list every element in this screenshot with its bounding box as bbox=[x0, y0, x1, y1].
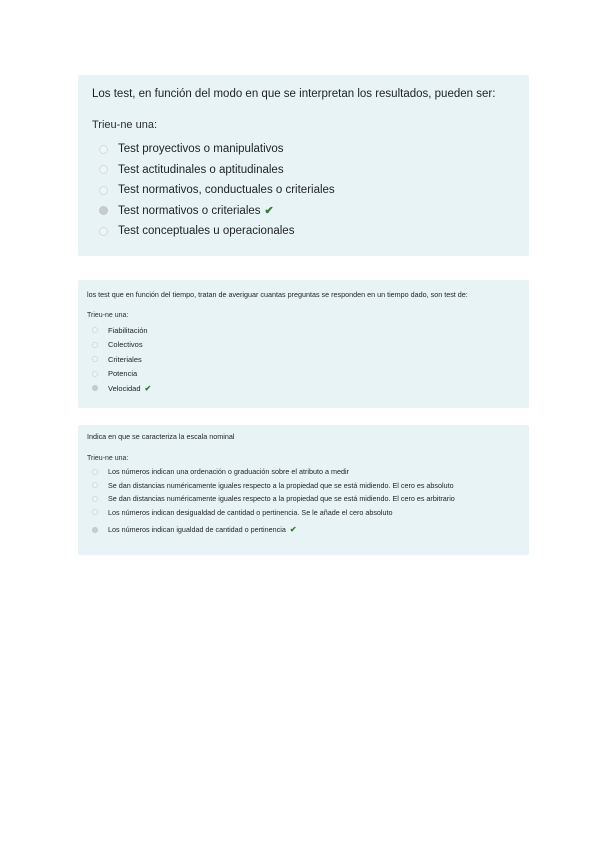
answer-option[interactable] bbox=[87, 338, 520, 353]
question-text: Los test, en función del modo en que se interpretan los resultados, pueden ser: bbox=[92, 88, 496, 100]
question-card-2 bbox=[78, 280, 529, 408]
option-label: Se dan distancias numéricamente iguales respecto a la propiedad que se está midiendo. El cero es arbitrario bbox=[108, 494, 455, 504]
answer-option-selected[interactable] bbox=[87, 523, 520, 537]
answer-option[interactable] bbox=[87, 506, 520, 520]
question-text: los test que en función del tiempo, tratan de averiguar cuantas preguntas se responden en un tiempo dado, son test de: bbox=[87, 290, 468, 299]
answer-option-selected[interactable] bbox=[92, 201, 515, 222]
option-label: Colectivos bbox=[108, 340, 143, 350]
answer-option-selected[interactable] bbox=[87, 381, 520, 396]
radio-button-selected[interactable] bbox=[99, 206, 108, 215]
radio-button[interactable] bbox=[99, 227, 108, 236]
answer-hint: Trieu-ne una: bbox=[87, 312, 129, 319]
option-label: Se dan distancias numéricamente iguales respecto a la propiedad que se está midiendo. El cero es absoluto bbox=[108, 480, 454, 490]
option-label: Test normativos o criteriales bbox=[118, 204, 261, 217]
radio-button[interactable] bbox=[92, 342, 98, 348]
check-icon: ✔ bbox=[289, 525, 297, 535]
answer-option[interactable] bbox=[87, 352, 520, 367]
answer-option[interactable] bbox=[87, 367, 520, 382]
radio-button[interactable] bbox=[92, 356, 98, 362]
check-icon: ✔ bbox=[264, 205, 274, 218]
check-icon: ✔ bbox=[144, 383, 152, 393]
answer-option[interactable] bbox=[87, 323, 520, 338]
answer-options bbox=[92, 139, 515, 242]
answer-options bbox=[87, 465, 520, 537]
radio-button[interactable] bbox=[92, 482, 98, 488]
answer-option[interactable] bbox=[87, 492, 520, 506]
option-label: Potencia bbox=[108, 369, 138, 379]
option-label: Test actitudinales o aptitudinales bbox=[118, 163, 284, 176]
radio-button[interactable] bbox=[92, 496, 98, 502]
answer-hint: Trieu-ne una: bbox=[92, 119, 158, 131]
option-label: Velocidad bbox=[108, 383, 141, 393]
answer-option[interactable] bbox=[87, 479, 520, 493]
radio-button-selected[interactable] bbox=[92, 527, 98, 533]
answer-option[interactable] bbox=[92, 160, 515, 181]
radio-button[interactable] bbox=[92, 509, 98, 515]
answer-option[interactable] bbox=[92, 139, 515, 160]
radio-button[interactable] bbox=[99, 186, 108, 195]
option-label: Criteriales bbox=[108, 354, 142, 364]
radio-button[interactable] bbox=[99, 145, 108, 154]
radio-button[interactable] bbox=[92, 327, 98, 333]
radio-button[interactable] bbox=[92, 371, 98, 377]
option-label: Test conceptuales u operacionales bbox=[118, 225, 295, 238]
option-label: Test proyectivos o manipulativos bbox=[118, 143, 284, 156]
option-label: Los números indican igualdad de cantidad o pertinencia bbox=[108, 525, 286, 535]
answer-hint: Trieu-ne una: bbox=[87, 455, 129, 462]
option-label: Los números indican una ordenación o graduación sobre el atributo a medir bbox=[108, 467, 349, 477]
question-card-3 bbox=[78, 425, 529, 555]
question-card-1 bbox=[78, 75, 529, 256]
answer-options bbox=[87, 323, 520, 396]
option-label: Test normativos, conductuales o criteriales bbox=[118, 184, 335, 197]
radio-button[interactable] bbox=[92, 469, 98, 475]
radio-button[interactable] bbox=[99, 165, 108, 174]
option-label: Fiabilitación bbox=[108, 325, 148, 335]
answer-option[interactable] bbox=[92, 180, 515, 201]
answer-option[interactable] bbox=[92, 221, 515, 242]
radio-button-selected[interactable] bbox=[92, 385, 98, 391]
answer-option[interactable] bbox=[87, 465, 520, 479]
question-text: Indica en que se caracteriza la escala nominal bbox=[87, 432, 235, 441]
option-label: Los números indican desigualdad de cantidad o pertinencia. Se le añade el cero absoluto bbox=[108, 507, 393, 517]
